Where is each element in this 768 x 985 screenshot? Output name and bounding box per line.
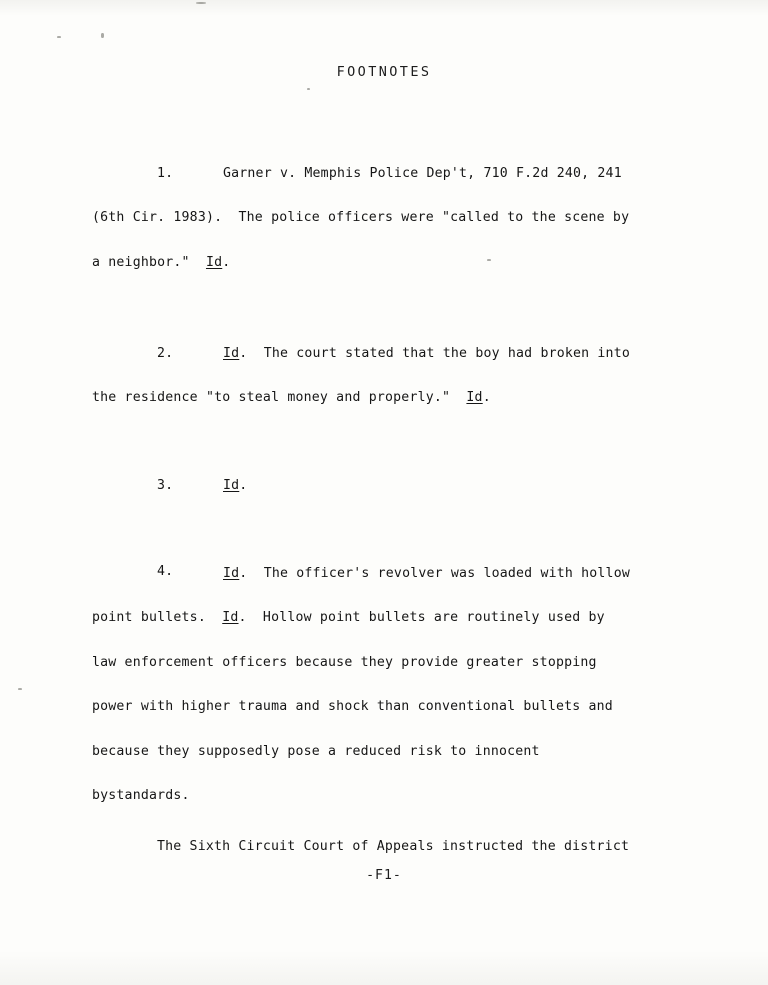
scan-speck bbox=[307, 88, 310, 90]
text-line bbox=[92, 376, 692, 420]
footnote-item bbox=[92, 552, 692, 818]
text-line bbox=[92, 685, 692, 729]
citation-id: Id bbox=[223, 478, 240, 493]
footnote-marker: 4. bbox=[157, 564, 174, 579]
scan-speck bbox=[196, 2, 206, 4]
text-line bbox=[92, 196, 692, 240]
text-line bbox=[92, 641, 692, 685]
text-run: (6th Cir. 1983). The police officers were "called to the scene by bbox=[92, 210, 630, 226]
text-line bbox=[92, 552, 692, 596]
text-run: bystandards. bbox=[92, 787, 190, 803]
scan-speck bbox=[18, 688, 22, 690]
text-run: . Hollow point bullets are routinely used by bbox=[238, 610, 605, 626]
footnote-marker: 2. bbox=[157, 346, 174, 361]
scan-edge-top bbox=[0, 0, 768, 16]
footnote-item bbox=[92, 464, 692, 508]
closing-paragraph-body bbox=[92, 825, 712, 869]
text-line bbox=[92, 332, 692, 376]
text-run: The Sixth Circuit Court of Appeals instructed the district bbox=[157, 839, 630, 854]
page-marker: -F1- bbox=[366, 868, 402, 883]
text-line bbox=[92, 464, 692, 508]
scan-edge-bottom bbox=[0, 951, 768, 985]
text-line bbox=[92, 825, 712, 869]
text-run: a neighbor." bbox=[92, 254, 206, 270]
text-run: power with higher trauma and shock than conventional bullets and bbox=[92, 699, 613, 715]
text-run: law enforcement officers because they provide greater stopping bbox=[92, 654, 597, 670]
text-line bbox=[92, 241, 692, 285]
text-run: point bullets. bbox=[92, 610, 223, 626]
text-line bbox=[92, 596, 692, 640]
text-run: . The officer's revolver was loaded with hollow bbox=[239, 566, 630, 581]
footnote-item bbox=[92, 152, 692, 285]
citation-id: Id bbox=[223, 346, 240, 361]
citation-id: Id bbox=[466, 390, 483, 406]
footnote-item bbox=[92, 332, 692, 421]
text-run: . bbox=[239, 478, 248, 493]
citation-id: Id bbox=[223, 566, 240, 581]
text-run: the residence "to steal money and properly." bbox=[92, 390, 467, 406]
text-run: because they supposedly pose a reduced risk to innocent bbox=[92, 743, 540, 759]
text-run: Garner v. Memphis Police Dep't, 710 F.2d 240, 241 bbox=[223, 166, 622, 181]
text-run: . bbox=[222, 254, 231, 270]
footnote-marker: 1. bbox=[157, 166, 174, 181]
page-title: FOOTNOTES bbox=[336, 64, 432, 80]
text-line bbox=[92, 730, 692, 774]
text-run: . The court stated that the boy had broken into bbox=[239, 346, 630, 361]
footnote-marker: 3. bbox=[157, 478, 174, 493]
citation-id: Id bbox=[222, 610, 239, 626]
citation-id: Id bbox=[205, 254, 223, 270]
scan-speck bbox=[101, 33, 104, 38]
scan-speck bbox=[57, 36, 61, 38]
text-line bbox=[92, 774, 692, 818]
text-line bbox=[92, 152, 692, 196]
text-run: . bbox=[482, 390, 491, 406]
